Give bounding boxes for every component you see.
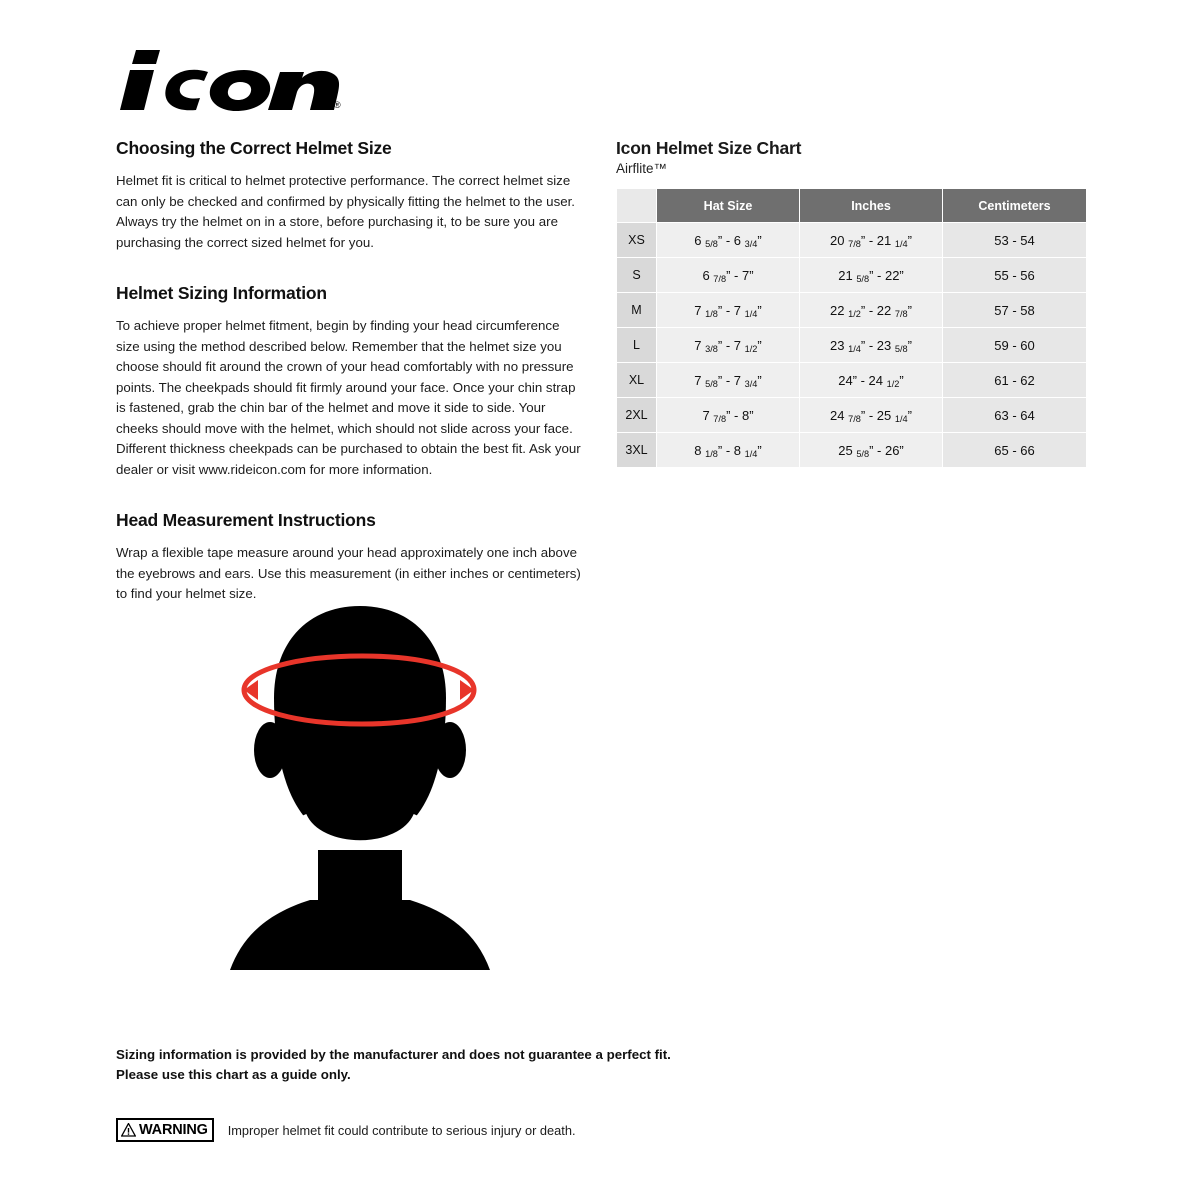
svg-text:®: ®: [334, 100, 341, 110]
table-row: [617, 293, 1087, 328]
chart-subtitle: Airflite™: [616, 161, 668, 176]
cell-hat-size: 7 7/8” - 8”: [657, 398, 800, 433]
cell-inches: 24” - 24 1/2”: [800, 363, 943, 398]
cell-size: S: [617, 258, 657, 293]
cell-size: XS: [617, 223, 657, 258]
cell-hat-size: 7 1/8” - 7 1/4”: [657, 293, 800, 328]
cell-inches: 21 5/8” - 22”: [800, 258, 943, 293]
heading-sizing-information: Helmet Sizing Information: [116, 283, 327, 303]
table-row: [617, 258, 1087, 293]
cell-hat-size: 8 1/8” - 8 1/4”: [657, 433, 800, 468]
cell-size: L: [617, 328, 657, 363]
table-header-row: [617, 189, 1087, 223]
disclaimer-text: Sizing information is provided by the manufacturer and does not guarantee a perfect fit. Please use this chart as a guide only.: [116, 1047, 671, 1082]
table-header-inches: Inches: [800, 189, 943, 223]
cell-hat-size: 7 3/8” - 7 1/2”: [657, 328, 800, 363]
table-header-corner: [617, 189, 657, 223]
heading-choosing-size: Choosing the Correct Helmet Size: [116, 138, 392, 158]
table-row: [617, 433, 1087, 468]
cell-centimeters: 55 - 56: [943, 258, 1087, 293]
table-row: [617, 398, 1087, 433]
warning-text: Improper helmet fit could contribute to serious injury or death.: [227, 1122, 576, 1138]
cell-hat-size: 6 5/8” - 6 3/4”: [657, 223, 800, 258]
paragraph-choosing-size: Helmet fit is critical to helmet protective performance. The correct helmet size can only be checked and confirmed by physically fitting the helmet to the user. Always try the helmet on in a store, before purchasing it, to be sure you are purchasing the correct sized helmet for you.: [116, 173, 576, 250]
table-row: [617, 223, 1087, 258]
cell-inches: 22 1/2” - 22 7/8”: [800, 293, 943, 328]
paragraph-head-measurement: Wrap a flexible tape measure around your head approximately one inch above the eyebrows and ears. Use this measurement (in either inches or centimeters) to find your helmet size.: [116, 545, 581, 601]
paragraph-sizing-information: To achieve proper helmet fitment, begin by finding your head circumference size using the method described below. Remember that the helmet size you choose should fit around the crown of your head comfortably with no pressure points. The cheekpads should fit firmly around your face. Once your chin strap is fastened, grab the chin bar of the helmet and move it side to side. Your cheeks should move with the helmet, which should not slide across your face. Different thickness cheekpads can be purchased to obtain the best fit. Ask your dealer or visit www.rideicon.com for more information.: [116, 318, 581, 477]
table-header-hat-size: Hat Size: [657, 189, 800, 223]
warning-triangle-icon: [121, 1123, 136, 1137]
cell-inches: 24 7/8” - 25 1/4”: [800, 398, 943, 433]
size-chart-table: [616, 188, 1087, 468]
cell-centimeters: 61 - 62: [943, 363, 1087, 398]
left-column: [116, 138, 586, 605]
cell-centimeters: 59 - 60: [943, 328, 1087, 363]
cell-centimeters: 53 - 54: [943, 223, 1087, 258]
cell-inches: 25 5/8” - 26”: [800, 433, 943, 468]
head-measurement-diagram: [200, 600, 520, 970]
cell-size: XL: [617, 363, 657, 398]
warning-label: WARNING: [139, 1121, 208, 1138]
cell-inches: 23 1/4” - 23 5/8”: [800, 328, 943, 363]
right-column: [616, 138, 1086, 468]
cell-hat-size: 6 7/8” - 7”: [657, 258, 800, 293]
cell-centimeters: 65 - 66: [943, 433, 1087, 468]
heading-head-measurement: Head Measurement Instructions: [116, 510, 376, 530]
cell-centimeters: 57 - 58: [943, 293, 1087, 328]
chart-title: Icon Helmet Size Chart: [616, 138, 802, 158]
table-row: [617, 328, 1087, 363]
table-row: [617, 363, 1087, 398]
cell-size: 3XL: [617, 433, 657, 468]
warning-badge: [116, 1118, 214, 1142]
cell-centimeters: 63 - 64: [943, 398, 1087, 433]
icon-logo: [116, 48, 346, 112]
cell-hat-size: 7 5/8” - 7 3/4”: [657, 363, 800, 398]
warning-row: [116, 1118, 576, 1142]
table-header-centimeters: Centimeters: [943, 189, 1087, 223]
cell-inches: 20 7/8” - 21 1/4”: [800, 223, 943, 258]
cell-size: 2XL: [617, 398, 657, 433]
cell-size: M: [617, 293, 657, 328]
